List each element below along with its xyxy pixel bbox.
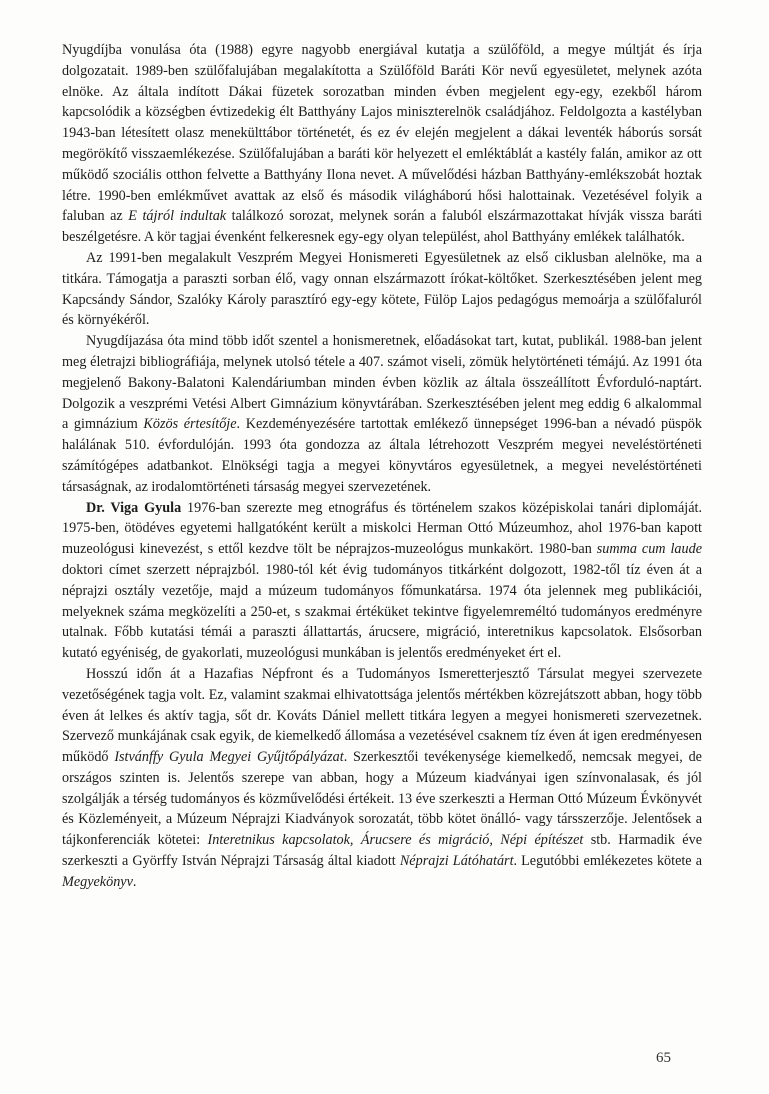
- italic-title: Közös értesítője: [143, 416, 237, 433]
- italic-title: E tájról indultak: [128, 208, 227, 225]
- bold-name: Dr. Viga Gyula: [86, 499, 182, 516]
- body-text: [62, 40, 702, 893]
- text-run: stb. Harmadik éve szerkeszti a Györffy István Néprajzi Társaság által kiadott: [62, 832, 702, 870]
- page-number: 65: [656, 1050, 671, 1066]
- italic-title: summa cum laude: [596, 541, 702, 558]
- paragraph: [62, 248, 702, 331]
- text-run: . Legutóbbi emlékezetes kötete a: [513, 853, 702, 870]
- italic-title: Istvánffy Gyula Megyei Gyűjtőpályázat: [114, 749, 344, 766]
- text-run: Nyugdíjba vonulása óta (1988) egyre nagyobb energiával kutatja a szülőföld, a megye múltját és írja dolgozatait. 1989-ben szülőfalujában megalakította a Szülőföld Baráti Kör nevű egyesületet, melynek azóta elnöke. Az általa indított Dákai füzetek sorozatban minden évben megjelent egy-egy, ezekből három kapcsolódik a községben évtizedekig élt Batthyány Lajos miniszterelnök családjához. Feldolgozta a kastélyban 1943-ban létesített olasz menekülttábor történetét, és ez év elején megjelent a dákai leventék háborús sorsát megörökítő visszaemlékezése. Szülőfalujában a baráti kör helyezett el emléktáblát a kastély falán, amikor az ott működő szociális otthon felvette a Batthyány Ilona nevet. A művelődési házban Batthyány-emlékszobát hoztak létre. 1990-ben emlékművet avattak az első és második világháború hősi halottainak. Vezetésével folyik a faluban az: [62, 42, 702, 225]
- paragraph: [62, 331, 702, 497]
- italic-title: Megyekönyv: [62, 873, 133, 890]
- text-run: Hosszú időn át a Hazafias Népfront és a Tudományos Ismeretterjesztő Társulat megyei szervezete vezetőségének tagja volt. Ez, valamint szakmai elhivatottsága jelentős mértékben közrejátszott abban, hogy több éven át lelkes és aktív tagja, sőt dr. Kováts Dániel mellett titkára legyen a megyei honismereti szervezetnek. Szervező munkájának csak egyik, de kiemelkedő állomása a vezetésével csaknem tíz éven át igen eredményesen működő: [62, 665, 702, 766]
- text-run: . Szerkesztői tevékenysége kiemelkedő, nemcsak megyei, de országos szinten is. Jelentős szerepe van abban, hogy a Múzeum kiadványai igen színvonalasak, és jól szolgálják a térség tudományos és közművelődési értékeit. 13 éve szerkeszti a Herman Ottó Múzeum Évkönyvét és Közleményeit, a Múzeum Néprajzi Kiadványok sorozatát, több kötet önálló- vagy társszerzője. Jelentősek a tájkonferenciák kötetei:: [62, 749, 702, 849]
- text-run: találkozó sorozat, melynek során a faluból elszármazottakat hívják vissza baráti beszélgetésre. A kör tagjai évenként felkeresnek egy-egy olyan települést, ahol Batthyány emlékek találhatók.: [62, 208, 703, 246]
- text-run: Nyugdíjazása óta mind több időt szentel a honismeretnek, előadásokat tart, kutat, publikál. 1988-ban jelent meg életrajzi bibliográfiája, melynek utolsó tétele a 407. számot viseli, zömük helytörténeti témájú. Az 1991 óta megjelenő Bakony-Balatoni Kalendáriumban minden évben közlik az általa összeállított Évforduló-naptárt. Dolgozik a veszprémi Vetési Albert Gimnázium könyvtárában. Szerkesztésében jelent meg eddig 6 alkalommal a gimnázium: [62, 333, 702, 433]
- paragraph: [62, 664, 702, 893]
- text-run: . Kezdeményezésére tartottak emlékező ünnepséget 1996-ban a névadó püspök halálának 510. évfordulóján. 1993 óta gondozza az általa létrehozott Veszprém megyei neveléstörténeti számítógépes adatbankot. Elnökségi tagja a megyei könyvtáros egyesületnek, a megyei neveléstörténeti társaságnak, az irodalomtörténeti társaság megyei szervezetének.: [62, 416, 702, 495]
- paragraph: [62, 40, 702, 248]
- text-run: 1976-ban szerezte meg etnográfus és történelem szakos középiskolai tanári diplomáját. 1975-ben, ötödéves egyetemi hallgatóként került a miskolci Herman Ottó Múzeumhoz, ahol 1976-ban kapott muzeológusi kinevezést, s ettől kezdve tölt be néprajzos-muzeológus munkakört. 1980-ban: [62, 499, 702, 558]
- italic-title: Interetnikus kapcsolatok, Árucsere és migráció, Népi építészet: [207, 832, 584, 849]
- italic-title: Néprajzi Látóhatárt: [399, 853, 514, 870]
- paragraph: [62, 498, 702, 664]
- text-run: Az 1991-ben megalakult Veszprém Megyei Honismereti Egyesületnek az első ciklusban alelnöke, ma a titkára. Támogatja a paraszti sorban élő, vagy onnan elszármazott írókat-költőket. Szerkesztésében jelent meg Kapcsándy Sándor, Szalóky Károly parasztíró egy-egy kötete, Fülöp Lajos pedagógus memoárja a szülőfaluról és környékéről.: [62, 249, 702, 329]
- text-run: .: [132, 873, 137, 890]
- text-run: doktori címet szerzett néprajzból. 1980-tól két évig tudományos titkárként dolgozott, 1982-től tíz éven át a néprajzi osztály vezetője, majd a múzeum tudományos főmunkatársa. 1974 óta jelennek meg publikációi, melyeknek száma megközelíti a 250-et, s szakmai értéküket tekintve figyelemreméltó tudományos eredményre utalnak. Főbb kutatási témái a paraszti állattartás, árucsere, migráció, interetnikus kapcsolatok. Elsősorban kutató egyéniség, de gyakorlati, muzeológusi munkában is jelentős eredményeket ért el.: [62, 561, 702, 662]
